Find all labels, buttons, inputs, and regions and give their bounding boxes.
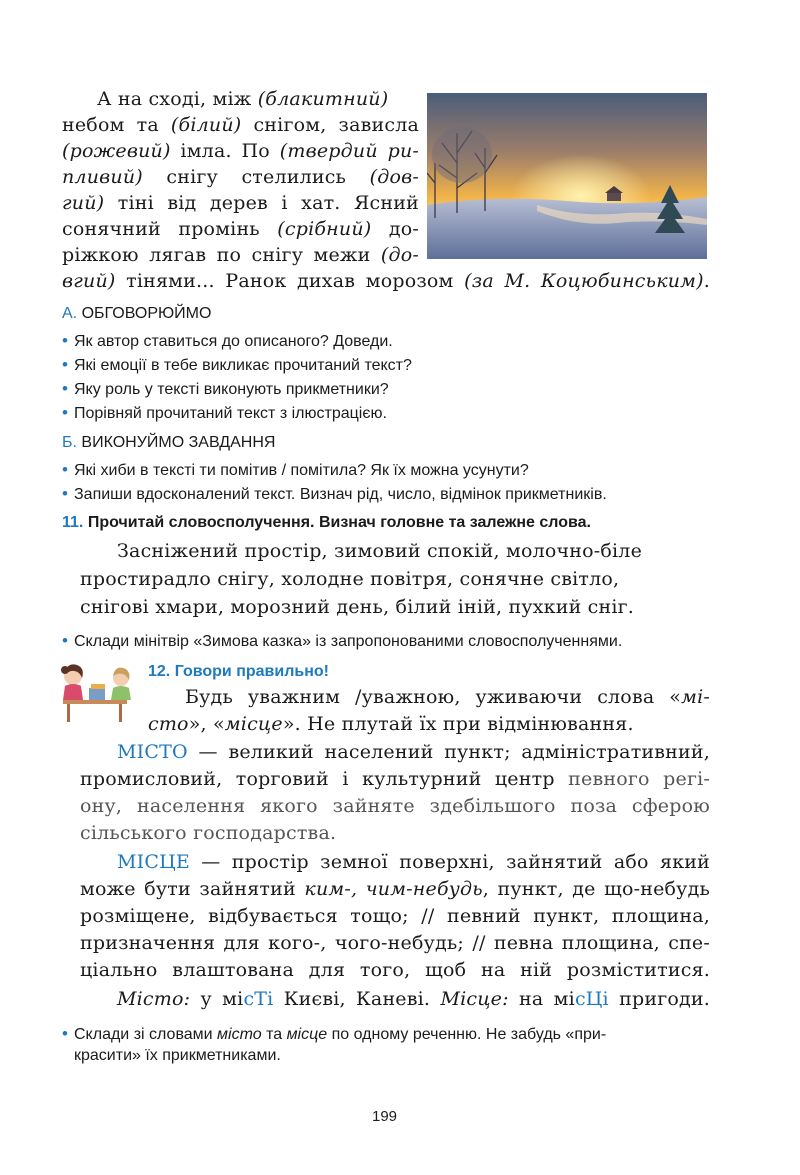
page-number: 199: [372, 1108, 398, 1125]
text1-line-4: пливий) снігу стелились (дов-: [62, 166, 419, 188]
list-item: • Які хиби в тексті ти помітив / помітила? Як їх можна усунути?: [62, 460, 529, 479]
text1-line-6: сонячний промінь (срібний) до-: [62, 218, 419, 240]
misto-definition-line-3: ону, населення якого зайняте здебільшого поза сферою: [80, 795, 710, 817]
list-item: • Яку роль у тексті виконують прикметники?: [62, 379, 389, 398]
text1-line-5: гий) тіні від дерев і хат. Ясний: [62, 192, 419, 214]
bullet-icon: •: [62, 379, 68, 398]
task-12-bullet: • Склади зі словами місто та місце по одному реченню. Не забудь «при-: [62, 1024, 607, 1043]
list-item: • Запиши вдосконалений текст. Визнач рід, число, відмінок прикметників.: [62, 484, 607, 503]
mistse-term: МІСЦЕ: [117, 851, 190, 873]
bullet-icon: •: [62, 460, 68, 479]
section-a-heading: А. ОБГОВОРЮЙМО: [62, 305, 212, 322]
list-item: • Як автор ставиться до описаного? Доведи.: [62, 331, 393, 350]
task-12-line-2: сто», «місце». Не плутай їх при відмінювання.: [148, 713, 634, 735]
section-b-heading: Б. ВИКОНУЙМО ЗАВДАННЯ: [62, 434, 276, 451]
task-11-line-3: снігові хмари, морозний день, білий іній, пухкий сніг.: [80, 596, 635, 618]
mistse-definition-line-3: розміщене, відбувається тощо; // певний пункт, площина,: [80, 905, 710, 927]
bullet-icon: •: [62, 1024, 68, 1043]
task-12-line-1: Будь уважним /уважною, уживаючи слова «мі-: [185, 686, 710, 708]
text1-line-3: (рожевий) імла. По (твердий ри-: [62, 140, 420, 162]
mistse-definition-line-4: призначення для кого-, чого-небудь; // певна площина, спе-: [80, 932, 710, 954]
list-item: • Які емоції в тебе викликає прочитаний текст?: [62, 355, 412, 374]
list-item: • Порівняй прочитаний текст з ілюстрацією.: [62, 403, 387, 422]
examples-line: Місто: у місТі Києві, Каневі. Місце: на місЦі пригоди.: [117, 988, 710, 1010]
task-11-heading: 11. Прочитай словосполучення. Визнач головне та залежне слова.: [62, 514, 591, 531]
text1-line-2: небом та (білий) снігом, зависла: [62, 114, 419, 136]
task-12-bullet-continuation: красити» їх прикметниками.: [74, 1047, 281, 1064]
children-at-desk-illustration: [55, 656, 145, 724]
bullet-icon: •: [62, 484, 68, 503]
bullet-icon: •: [62, 403, 68, 422]
bullet-icon: •: [62, 631, 68, 650]
mistse-definition-line-2: може бути зайнятий ким-, чим-небудь, пункт, де що-небудь: [80, 878, 711, 900]
task-11-line-2: простирадло снігу, холодне повітря, сонячне світло,: [80, 568, 620, 590]
misto-definition-line-2: промисловий, торговий і культурний центр певного регі-: [80, 768, 710, 790]
misto-term: МІСТО: [117, 741, 188, 763]
task-12-heading: 12. Говори правильно!: [148, 663, 329, 680]
text1-line-1: А на сході, між (блакитний): [97, 88, 389, 110]
task-11-bullet: • Склади мінітвір «Зимова казка» із запропонованими словосполученнями.: [62, 631, 623, 650]
task-11-line-1: Засніжений простір, зимовий спокій, молочно-біле: [117, 540, 643, 562]
mistse-definition-line-1: МІСЦЕ — простір земної поверхні, зайнятий або який: [117, 851, 710, 873]
mistse-definition-line-5: ціально влаштована для того, щоб на ній розміститися.: [80, 959, 710, 981]
bullet-icon: •: [62, 355, 68, 374]
misto-definition-line-4: сільського господарства.: [80, 822, 337, 844]
text1-line-8: вгий) тінями... Ранок дихав морозом (за М. Коцюбинським).: [62, 270, 710, 292]
winter-sunset-illustration: [427, 93, 707, 259]
bullet-icon: •: [62, 331, 68, 350]
text1-line-7: ріжкою лягав по снігу межи (до-: [62, 244, 419, 266]
misto-definition-line-1: МІСТО — великий населений пункт; адміністративний,: [117, 741, 710, 763]
